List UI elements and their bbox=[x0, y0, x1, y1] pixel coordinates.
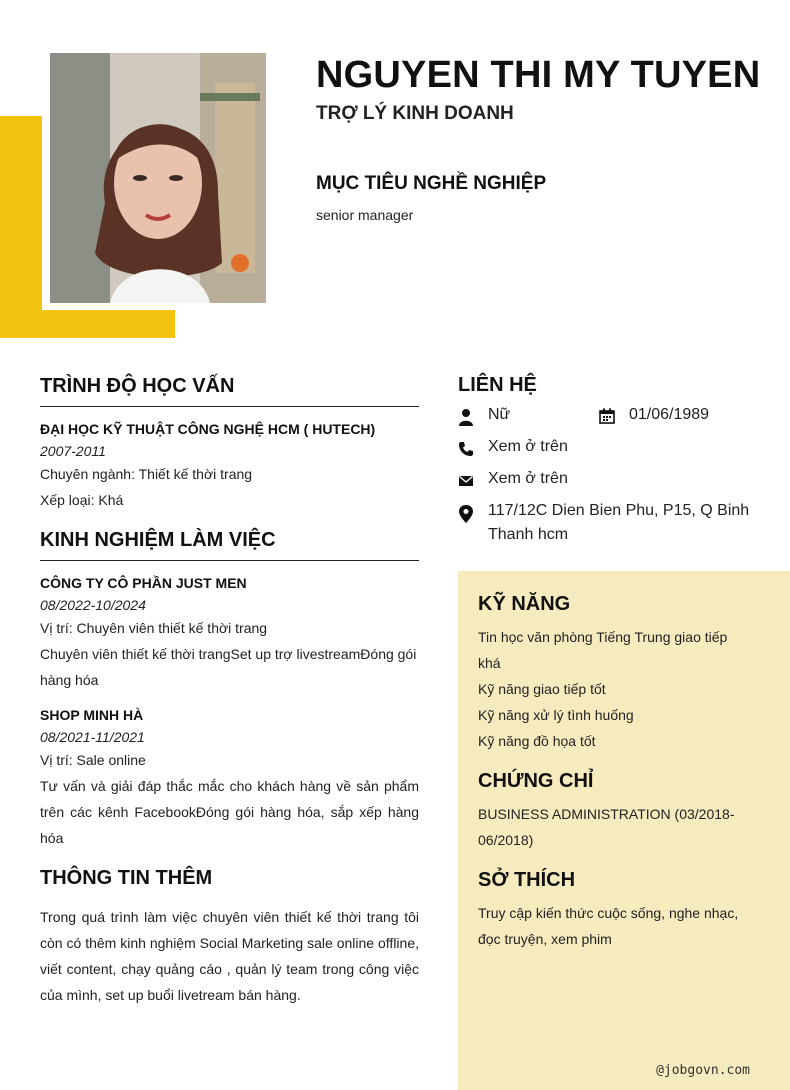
calendar-icon bbox=[599, 408, 615, 424]
additional-info-text: Trong quá trình làm việc chuyên viên thiết kế thời trang tôi còn có thêm kinh nghiệm Social Marketing sale online offline, viết content, chạy quảng cáo , quản lý team trong công việc của mình, set up buổi livetream bán hàng. bbox=[40, 909, 419, 1003]
education-dates: 2007-2011 bbox=[40, 443, 106, 459]
decorative-yellow-bar-bottom bbox=[0, 310, 175, 338]
objective-text: senior manager bbox=[316, 207, 414, 223]
company-name: SHOP MINH HÀ bbox=[40, 707, 144, 723]
experience-item bbox=[40, 707, 419, 851]
skill-item: Kỹ năng xử lý tình huống bbox=[478, 707, 634, 723]
job-description: Chuyên viên thiết kế thời trangSet up trợ livestreamĐóng gói hàng hóa bbox=[40, 646, 417, 688]
job-position: Vị trí: Chuyên viên thiết kế thời trang bbox=[40, 620, 268, 636]
mail-icon bbox=[458, 474, 474, 490]
skills-panel bbox=[458, 571, 790, 1090]
certificate-line: 06/2018) bbox=[478, 832, 534, 848]
experience-heading: KINH NGHIỆM LÀM VIỆC bbox=[40, 529, 419, 561]
job-description: Tư vấn và giải đáp thắc mắc cho khách hàng về sản phẩm trên các kênh FacebookĐóng gói hàng hóa, sắp xếp hàng hóa bbox=[40, 778, 419, 846]
person-icon bbox=[458, 408, 474, 424]
education-heading: TRÌNH ĐỘ HỌC VẤN bbox=[40, 375, 419, 407]
job-dates: 08/2022-10/2024 bbox=[40, 597, 146, 613]
hobby-line: đọc truyện, xem phim bbox=[478, 931, 612, 947]
skill-item: khá bbox=[478, 655, 501, 671]
hobby-line: Truy cập kiến thức cuộc sống, nghe nhạc, bbox=[478, 905, 739, 921]
contact-birthday: 01/06/1989 bbox=[629, 406, 710, 423]
contact-gender: Nữ bbox=[488, 406, 511, 423]
profile-photo bbox=[50, 53, 266, 303]
education-rank: Xếp loại: Khá bbox=[40, 492, 124, 508]
location-pin-icon bbox=[458, 504, 474, 520]
job-title: TRỢ LÝ KINH DOANH bbox=[316, 103, 514, 124]
contact-address-line2: Thanh hcm bbox=[488, 526, 569, 543]
job-dates: 08/2021-11/2021 bbox=[40, 729, 145, 745]
certificate-line: BUSINESS ADMINISTRATION (03/2018- bbox=[478, 806, 735, 822]
contact-heading: LIÊN HỆ bbox=[458, 374, 537, 396]
left-column bbox=[40, 375, 419, 1008]
skill-item: Kỹ năng giao tiếp tốt bbox=[478, 681, 606, 697]
phone-icon bbox=[458, 441, 474, 457]
job-position: Vị trí: Sale online bbox=[40, 752, 146, 768]
watermark: @jobgovn.com bbox=[656, 1063, 750, 1078]
skill-item: Kỹ năng đồ họa tốt bbox=[478, 733, 596, 749]
contact-address-line1: 117/12C Dien Bien Phu, P15, Q Binh bbox=[488, 502, 750, 519]
skill-item: Tin học văn phòng Tiếng Trung giao tiếp bbox=[478, 629, 728, 645]
education-major: Chuyên ngành: Thiết kế thời trang bbox=[40, 466, 253, 482]
contact-phone: Xem ở trên bbox=[488, 438, 568, 455]
candidate-name: NGUYEN THI MY TUYEN bbox=[316, 54, 761, 96]
school-name: ĐẠI HỌC KỸ THUẬT CÔNG NGHỆ HCM ( HUTECH) bbox=[40, 421, 376, 437]
skills-heading: KỸ NĂNG bbox=[478, 593, 571, 615]
objective-heading: MỤC TIÊU NGHỀ NGHIỆP bbox=[316, 173, 547, 194]
contact-email: Xem ở trên bbox=[488, 470, 568, 487]
experience-item bbox=[40, 575, 419, 693]
certificates-heading: CHỨNG CHỈ bbox=[478, 770, 594, 792]
additional-info-heading: THÔNG TIN THÊM bbox=[40, 867, 213, 889]
company-name: CÔNG TY CÔ PHẦN JUST MEN bbox=[40, 575, 247, 591]
hobbies-heading: SỞ THÍCH bbox=[478, 869, 576, 891]
decorative-yellow-bar bbox=[0, 116, 42, 338]
